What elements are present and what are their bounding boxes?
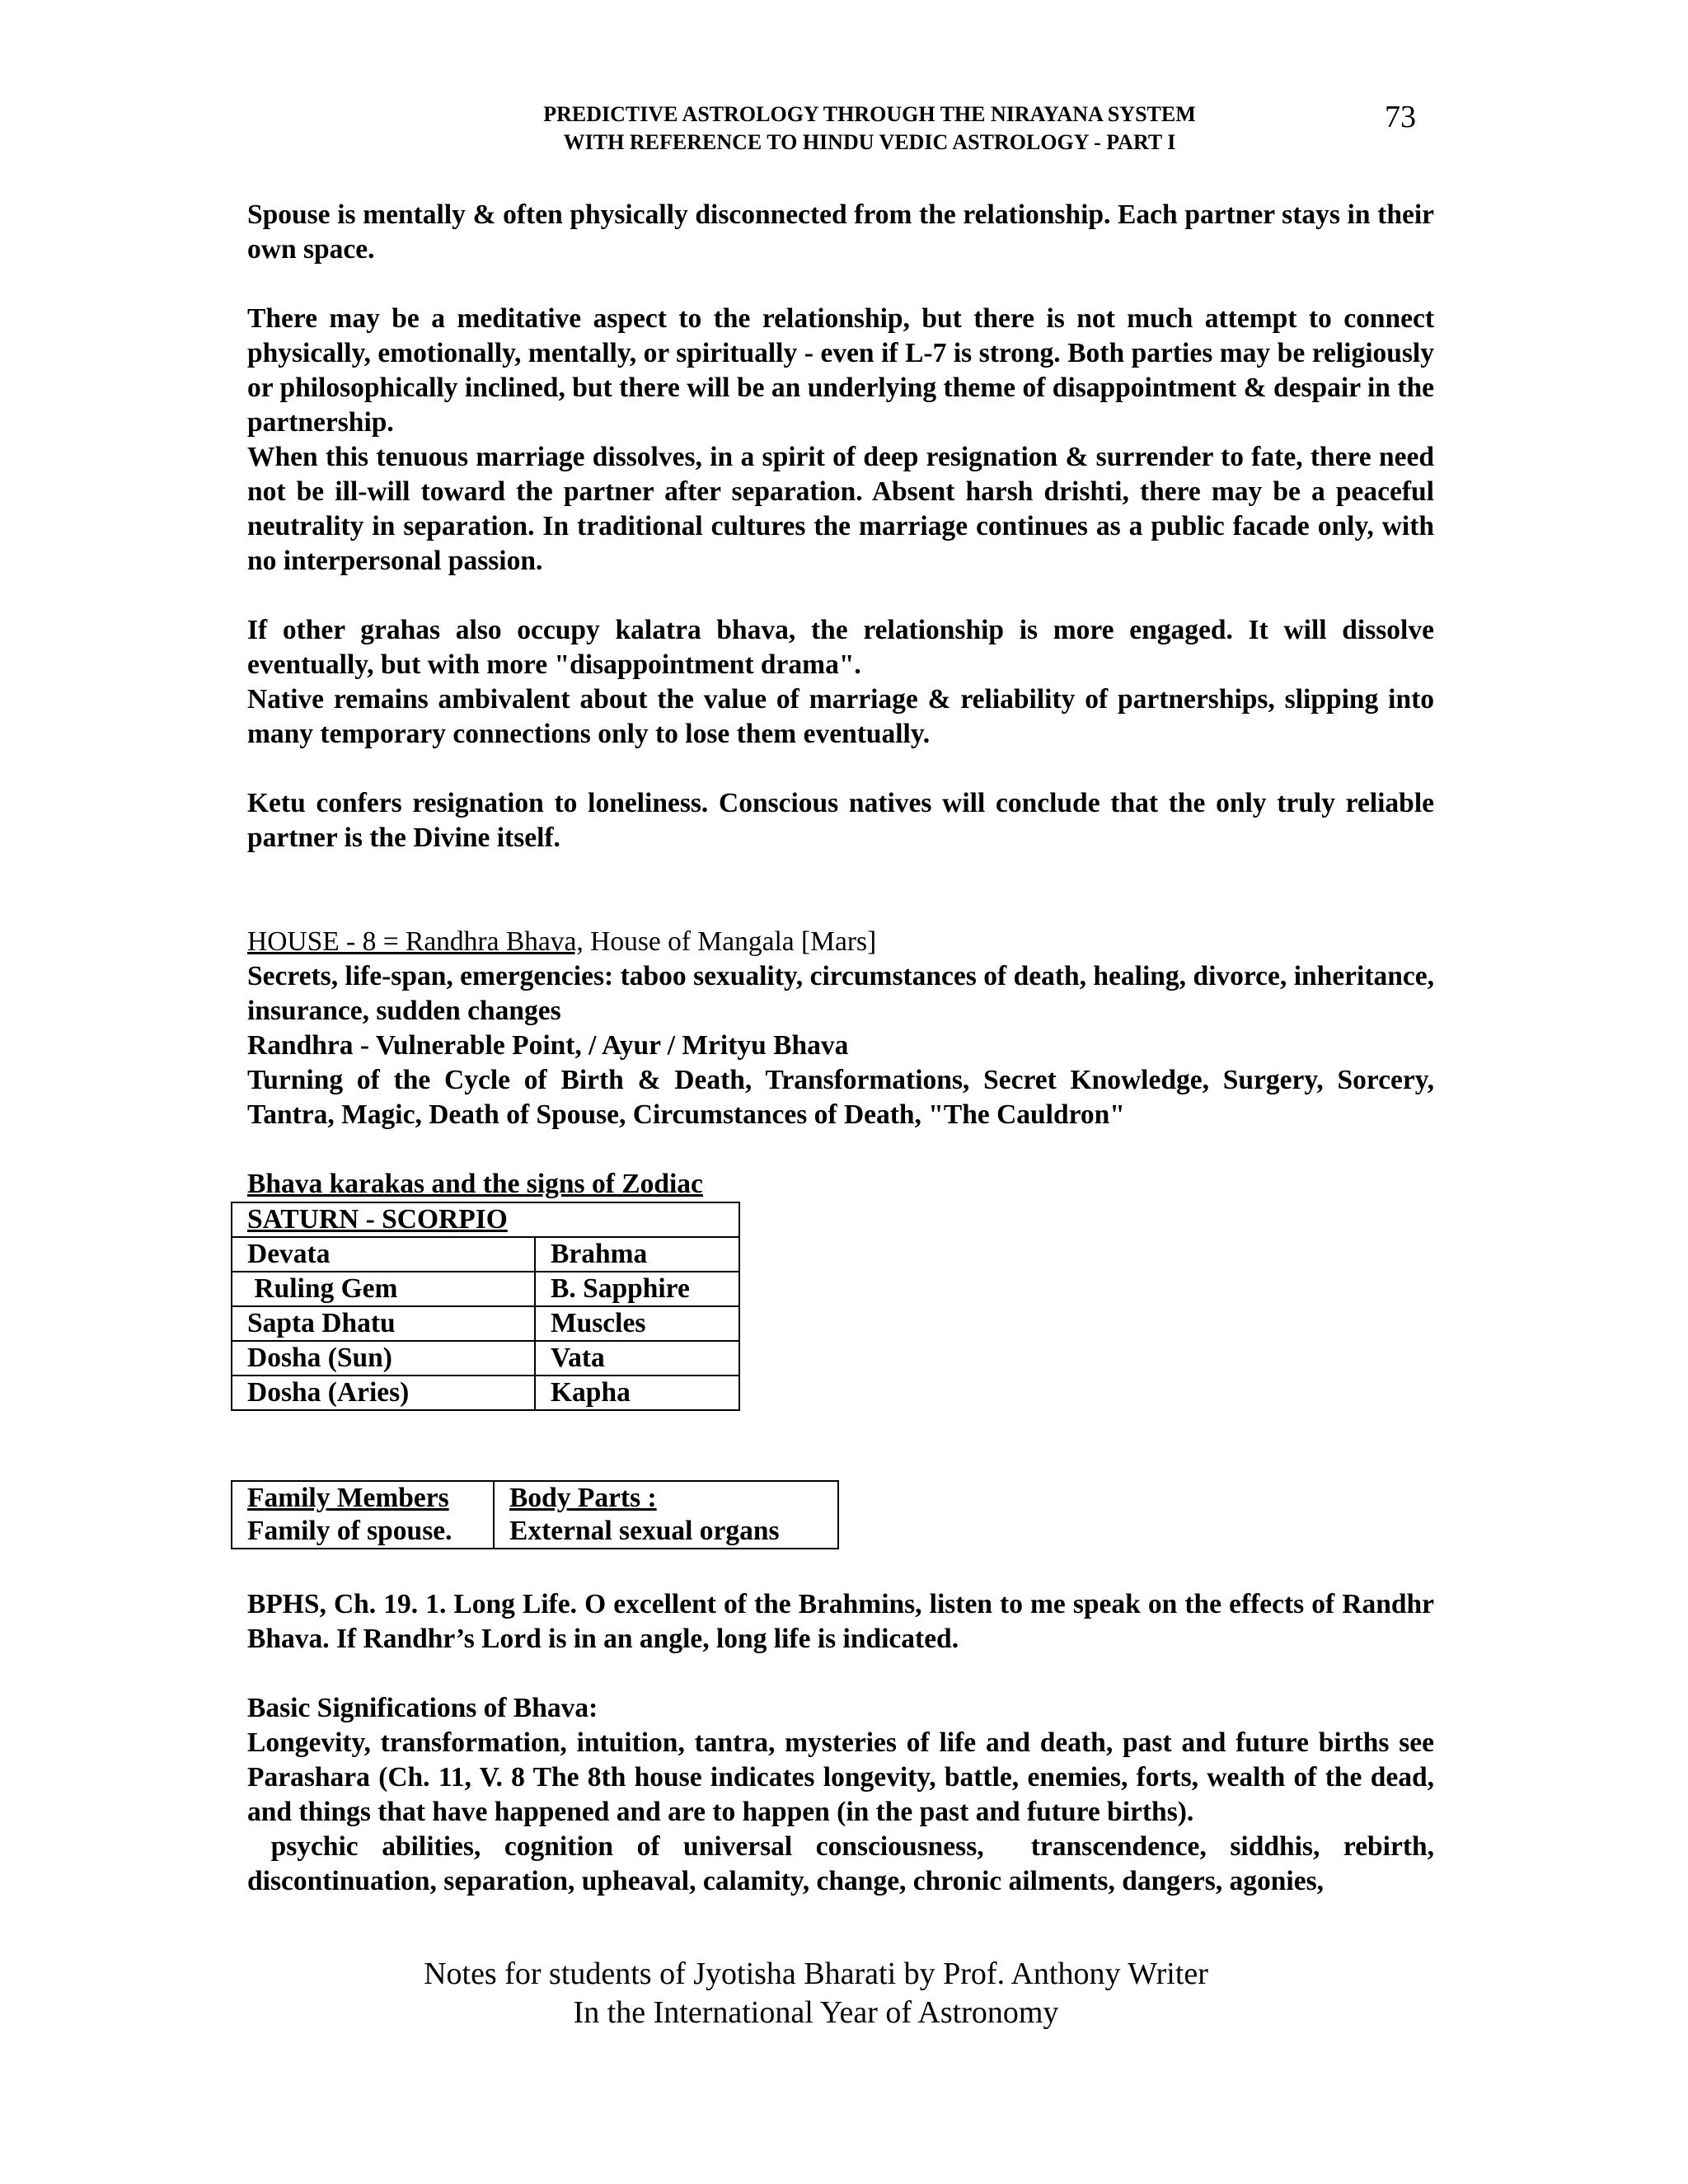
paragraph: Spouse is mentally & often physically disconnected from the relationship. Each partner stays in their own space.: [247, 199, 1434, 265]
table-cell-label: Sapta Dhatu: [232, 1306, 535, 1341]
table-cell-value: Brahma: [535, 1237, 739, 1272]
house-heading: [247, 925, 1434, 959]
footer-line-1: Notes for students of Jyotisha Bharati by Prof. Anthony Writer: [424, 1957, 1208, 1991]
paragraph: Longevity, transformation, intuition, tantra, mysteries of life and death, past and future births see Parashara (Ch. 11, V. 8 The 8th house indicates longevity, battle, enemies, forts, wealth of the dead, and things that have happened and are to happen (in the past and future births).: [247, 1727, 1434, 1827]
paragraph: If other grahas also occupy kalatra bhava, the relationship is more engaged. It will dissolve eventually, but with more "disappointment drama".: [247, 615, 1434, 680]
paragraph: Ketu confers resignation to loneliness. Conscious natives will conclude that the only truly reliable partner is the Divine itself.: [247, 788, 1434, 853]
paragraph: When this tenuous marriage dissolves, in a spirit of deep resignation & surrender to fate, there need not be ill-will toward the partner after separation. Absent harsh drishti, there may be a peaceful neutrality in separation. In traditional cultures the marriage continues as a public facade only, with no interpersonal passion.: [247, 442, 1434, 576]
table-cell-value: External sexual organs: [494, 1515, 838, 1549]
table-head-body-parts: Body Parts :: [494, 1481, 838, 1515]
table-title: SATURN - SCORPIO: [232, 1202, 739, 1237]
header-line-1: PREDICTIVE ASTROLOGY THROUGH THE NIRAYANA SYSTEM: [543, 102, 1196, 126]
running-header: [330, 101, 1409, 157]
table-cell-value: Muscles: [535, 1306, 739, 1341]
page-footer: [247, 1955, 1385, 2032]
paragraph: Native remains ambivalent about the value of marriage & reliability of partnerships, slipping into many temporary connections only to lose them eventually.: [247, 684, 1434, 749]
table-cell-label: Devata: [232, 1237, 535, 1272]
paragraph: BPHS, Ch. 19. 1. Long Life. O excellent of the Brahmins, listen to me speak on the effects of Randhr Bhava. If Randhr’s Lord is in an angle, long life is indicated.: [247, 1589, 1434, 1654]
table-row: [232, 1481, 838, 1515]
table-row: [232, 1306, 739, 1341]
table-row: [232, 1515, 838, 1549]
table-cell-value: Family of spouse.: [232, 1515, 494, 1549]
table-head-family: Family Members: [232, 1481, 494, 1515]
page-number: 73: [1385, 100, 1416, 134]
table-row: [232, 1237, 739, 1272]
table-cell-value: Kapha: [535, 1376, 739, 1410]
house-heading-rest: House of Mangala [Mars]: [583, 926, 877, 957]
house-heading-title: HOUSE - 8 = Randhra Bhava,: [247, 926, 584, 957]
house-line: Randhra - Vulnerable Point, / Ayur / Mrityu Bhava: [247, 1030, 849, 1061]
family-table: [231, 1480, 839, 1549]
table-row: [232, 1202, 739, 1237]
table-caption: Bhava karakas and the signs of Zodiac: [247, 1169, 703, 1199]
karaka-table: [231, 1202, 740, 1411]
table-cell-value: Vata: [535, 1341, 739, 1376]
table-cell-label: Ruling Gem: [232, 1272, 535, 1306]
header-line-2: WITH REFERENCE TO HINDU VEDIC ASTROLOGY - PART I: [563, 130, 1176, 154]
table-row: [232, 1376, 739, 1410]
paragraph: There may be a meditative aspect to the relationship, but there is not much attempt to connect physically, emotionally, mentally, or spiritually - even if L-7 is strong. Both parties may be religiously or philosophically inclined, but there will be an underlying theme of disappointment & despair in the partnership.: [247, 303, 1434, 438]
table-row: [232, 1341, 739, 1376]
paragraph: psychic abilities, cognition of universal consciousness, transcendence, siddhis, rebirth, discontinuation, separation, upheaval, calamity, change, chronic ailments, dangers, agonies,: [247, 1831, 1442, 1896]
footer-line-2: In the International Year of Astronomy: [573, 1995, 1059, 2030]
table-cell-value: B. Sapphire: [535, 1272, 739, 1306]
house-line: Turning of the Cycle of Birth & Death, Transformations, Secret Knowledge, Surgery, Sorcery, Tantra, Magic, Death of Spouse, Circumstances of Death, "The Cauldron": [247, 1065, 1434, 1130]
body-text: [247, 198, 1442, 1899]
table-row: [232, 1272, 739, 1306]
table-cell-label: Dosha (Sun): [232, 1341, 535, 1376]
basic-heading: Basic Significations of Bhava:: [247, 1693, 598, 1723]
table-cell-label: Dosha (Aries): [232, 1376, 535, 1410]
house-line: Secrets, life-span, emergencies: taboo sexuality, circumstances of death, healing, divorce, inheritance, insurance, sudden changes: [247, 961, 1434, 1026]
